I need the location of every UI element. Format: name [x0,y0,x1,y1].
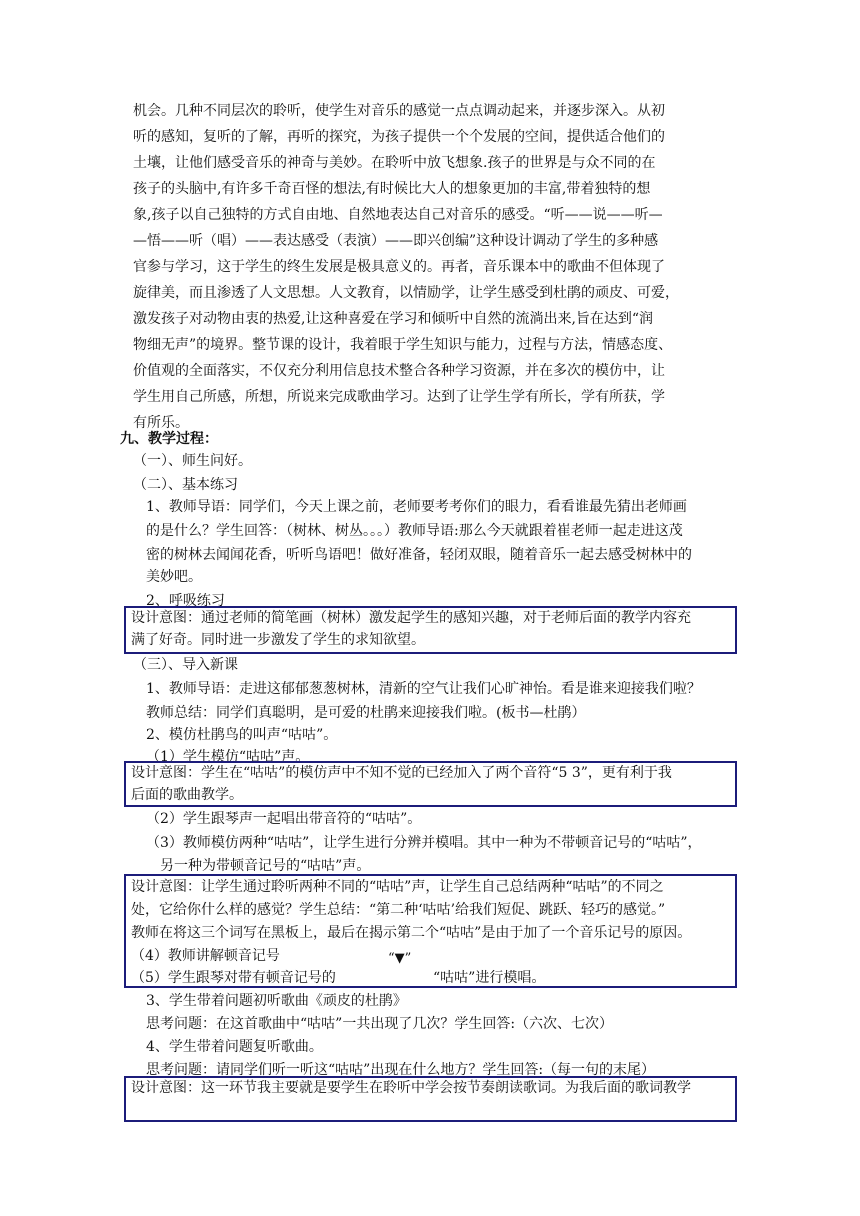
design-intent-text: 设计意图：通过老师的简笔画（树林）激发起学生的感知兴趣，对于老师后面的教学内容充 [131,610,691,626]
design-intent-text: 设计意图：这一环节我主要就是要学生在聆听中学会按节奏朗读歌词。为我后面的歌词教学 [131,1080,691,1096]
design-intent-text: （4）教师讲解顿音记号 [131,948,280,964]
paragraph-line: 有所乐。 [133,415,189,431]
paragraph-line: 价值观的全面落实，不仅充分利用信息技术整合各种学习资源，并在多次的模仿中，让 [133,363,665,379]
text-line: 思考问题：请同学们听一听这“咕咕”出现在什么地方？学生回答:（每一句的末尾） [146,1062,656,1078]
text-line: 教师总结：同学们真聪明，是可爱的杜鹃来迎接我们啦。(板书—杜鹃） [146,705,586,721]
text-line: 另一种为带顿音记号的“咕咕”声。 [160,858,371,874]
paragraph-line: 官参与学习，这于学生的终生发展是极具意义的。再者，音乐课本中的歌曲不但体现了 [133,259,665,275]
design-intent-text: “咕咕”进行模唱。 [433,970,546,986]
design-intent-text: 满了好奇。同时进一步激发了学生的求知欲望。 [131,632,425,648]
text-line: （3）教师模仿两种“咕咕”，让学生进行分辨并模唱。其中一种为不带顿音记号的“咕咕”， [146,835,702,851]
paragraph-line: 旋律美，而且渗透了人文思想。人文教育，以情励学，让学生感受到杜鹃的顽皮、可爱， [133,285,679,301]
paragraph-line: 听的感知，复听的了解，再听的探究，为孩子提供一个个发展的空间，提供适合他们的 [133,129,665,145]
staccato-symbol: “▼” [388,951,412,966]
design-intent-text: 处，它给你什么样的感觉？学生总结：“第二种‘咕咕’给我们短促、跳跃、轻巧的感觉。” [131,902,666,918]
text-line: （1）学生模仿“咕咕”声。 [146,749,310,765]
paragraph-line: 象,孩子以自己独特的方式自由地、自然地表达自己对音乐的感受。“听——说——听— [133,207,663,223]
paragraph-line: 孩子的头脑中,有许多千奇百怪的想法,有时候比大人的想象更加的丰富,带着独特的想 [133,181,651,197]
paragraph-line: 学生用自己所感，所想，所说来完成歌曲学习。达到了让学生学有所长，学有所获，学 [133,389,665,405]
paragraph-line: 物细无声”的境界。整节课的设计，我着眼于学生知识与能力，过程与方法，情感态度、 [133,337,673,353]
text-line: 1、教师导语：走进这郁郁葱葱树林，清新的空气让我们心旷神怡。看是谁来迎接我们啦？ [146,681,701,697]
design-intent-text: （5）学生跟琴对带有顿音记号的 [131,970,336,986]
paragraph-line: —悟——听（唱）——表达感受（表演）——即兴创编”这种设计调动了学生的多种感 [133,233,659,249]
text-line: 4、学生带着问题复听歌曲。 [146,1039,323,1055]
text-line: 2、模仿杜鹃鸟的叫声“咕咕”。 [146,727,338,743]
text-line: 密的树林去闻闻花香，听听鸟语吧！做好准备，轻闭双眼，随着音乐一起去感受树林中的 [146,547,692,563]
design-intent-text: 教师在将这三个词写在黑板上，最后在揭示第二个“咕咕”是由于加了一个音乐记号的原因。 [131,925,692,941]
subsection-heading: （一）、师生问好。 [133,453,252,469]
paragraph-line: 土壤，让他们感受音乐的神奇与美妙。在聆听中放飞想象.孩子的世界是与众不同的在 [133,155,656,171]
text-line: 3、学生带着问题初听歌曲《顽皮的杜鹃》 [146,993,407,1009]
text-line: （2）学生跟琴声一起唱出带音符的“咕咕”。 [146,811,422,827]
design-intent-text: 设计意图：学生在“咕咕”的模仿声中不知不觉的已经加入了两个音符“5 3”，更有利于我 [131,765,672,781]
design-intent-text: 后面的歌曲教学。 [131,787,243,803]
text-line: 思考问题：在这首歌曲中“咕咕”一共出现了几次？学生回答:（六次、七次） [146,1016,614,1032]
text-line: 的是什么？学生回答：（树林、树丛。。。）教师导语:那么今天就跟着崔老师一起走进这茂 [146,523,683,539]
text-line: 美妙吧。 [146,569,202,585]
section-heading: 九、教学过程： [120,431,218,447]
text-line: 2、呼吸练习 [146,593,225,609]
subsection-heading: （三）、导入新课 [133,657,238,673]
design-intent-text: 设计意图：让学生通过聆听两种不同的“咕咕”声，让学生自己总结两种“咕咕”的不同之 [131,879,664,895]
paragraph-line: 机会。几种不同层次的聆听，使学生对音乐的感觉一点点调动起来，并逐步深入。从初 [133,103,665,119]
subsection-heading: （二）、基本练习 [133,477,238,493]
paragraph-line: 激发孩子对动物由衷的热爱,让这种喜爱在学习和倾听中自然的流淌出来,旨在达到“润 [133,311,654,327]
text-line: 1、教师导语：同学们，今天上课之前，老师要考考你们的眼力，看看谁最先猜出老师画 [146,499,687,515]
